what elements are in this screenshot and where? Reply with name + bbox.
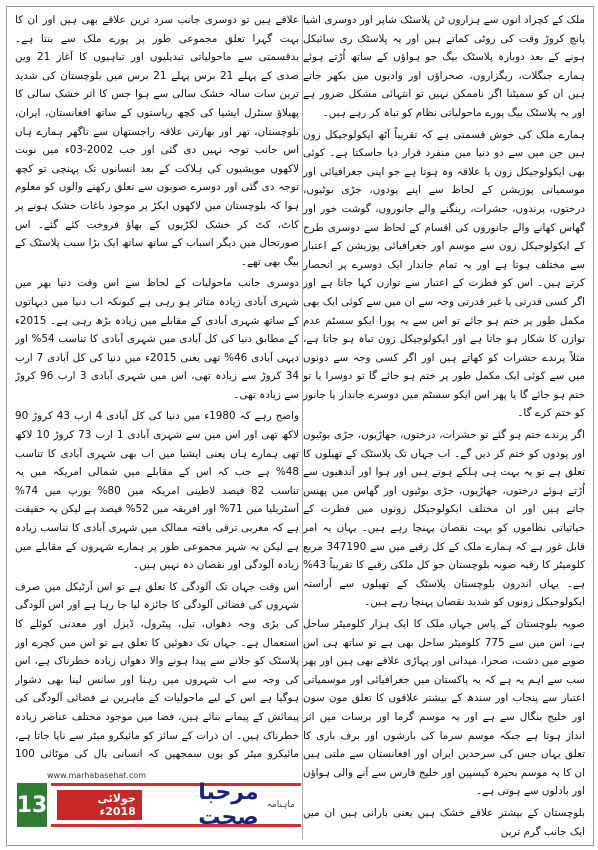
paragraph: دوسری جانب ماحولیات کے لحاظ سے اس وقت دنیا بھر میں شہری آبادی زیادہ متاثر ہو رہی ہے کیونکہ اب دنیا میں دیہاتوں کے ساتھ شہری آبادی کے مقابلے میں زیادہ بڑھ رہی ہے۔ 2015ء کے مطابق دنیا کی کل آبادی میں شہری آبادی کا تناسب 54% اور دیہی آبادی 46% تھی یعنی 2015ء میں دنیا کی کل آبادی 7 ارب 34 کروڑ سے زیادہ تھی، اس میں شہری آبادی 3 ارب 96 کروڑ سے زیادہ تھی۔ (15, 277, 299, 401)
paragraph: صوبہ بلوچستان کے پاس جہاں ملک کا ایک ہزار کلومیٹر ساحل ہے، اس میں سے 775 کلومیٹر ساحل بھی ہے تو ساتھ ہی اس صوبے میں دشت، صحرا، میدانی اور پہاڑی علاقے بھی ہیں اور پھر سب سے اہم یہ ہے کہ یہ پاکستان میں جغرافیائی اور موسمیاتی اعتبار سے پنجاب اور سندھ کے بیشتر علاقوں کا تعلق مون سون اور خلیج بنگال سے ہے اور یہ موسم گرما اور برسات میں اثر انداز ہوتا ہے جبکہ موسم سرما کی بارشوں اور برف باری کا تعلق یہاں جس کی سرحدیں ایران اور افغانستان سے ملتی ہیں ان کا یہ موسم بحیرہ کیسپین اور خلیج فارس سے آنے والی ہواؤں اور بادلوں سے ہوتی ہے۔ (303, 618, 585, 798)
article-column-right (303, 11, 585, 839)
paragraph: بلوچستان کے بیشتر علاقے خشک ہیں یعنی بارانی ہیں ان میں ایک جانب گرم ترین (303, 806, 585, 838)
paragraph: ملک کے کچراد انوں سے ہزاروں ٹن پلاسٹک شاپر اور دوسری اشیا پانچ کروڑ وقت کی روٹی کماتے ہیں اور یہ پلاسٹک ری سائیکل ہونے کے بعد دوبارہ پلاسٹک بیگ جو ہواؤں کے ساتھ اُڑتے ہوئے ہمارے جنگلات، ریگزاروں، صحراؤں اور وادیوں میں بکھر جاتے ہیں ان کو سمیٹنا اگر ناممکن نہیں تو انتہائی مشکل ضرور ہے اور یہ پلاسٹک بیگ پورے ماحولیاتی نظام کو تباہ کر رہے ہیں۔ (303, 14, 585, 119)
paragraph: واضح رہے کہ 1980ء میں دنیا کی کل آبادی 4 ارب 43 کروڑ 90 لاکھ تھی اور اس میں سے شہری آبادی 1 ارب 73 کروڑ 10 لاکھ تھی ہمارے ہاں یعنی ایشیا میں اب بھی شہری آبادی کا تناسب 48% ہے جب کہ اس کے مقابلے میں شمالی امریکہ میں یہ تناسب 82 فیصد لاطینی امریکہ میں 80% یورپ میں 74% آسٹریلیا میں 71% اور افریقہ میں 52% فیصد ہے لیکن یہ حقیقت ہے کہ مغربی ترقی یافتہ ممالک میں شہری آبادی کا تناسب زیادہ ہے لیکن یہ شہر مجموعی طور پر ہمارے شہروں کے مقابلے میں زیادہ آلودگی اور نقصان دہ نہیں ہیں۔ (15, 410, 299, 572)
issue-date: جولائی 2018ء (57, 790, 142, 820)
magazine-name: مرحبا صحت (198, 780, 259, 830)
paragraph: علاقے ہیں تو دوسری جانب سرد ترین علاقے بھی ہیں اور ان کا بہت گہرا تعلق مجموعی طور پر پورے ملک سے بنتا ہے۔ بدقسمتی سے ماحولیاتی تبدیلیوں اور تباہیوں کا آغاز 21 ویں صدی کے پہلے 21 برس پہلے 21 برس میں بلوچستان کی شدید ترین سات سالہ خشک سالی سے ہوا جس کا اثر خشک سالی کا پھیلاؤ سنٹرل ایشیا کی کچھ ریاستوں کے ساتھ افغانستان، ایران، بلوچستان، تھر اور بھارتی علاقہ راجستھان سے تاگھر ہمارے ہاں اس جانب توجہ نہیں دی گئی اور جب 2002-03ء میں نوبت لاکھوں مویشیوں کی ہلاکت کے بعد انسانوں تک پہنچی تو کچھ توجہ دی گئی اور دوسرے صوبوں سے تعلق رکھنے والوں کو معلوم ہوا کہ بلوچستان میں لاکھوں ایکڑ پر موجود باغات خشک ہونے پر کاٹ، کٹ کر خشک لکڑیوں کے بھاؤ فروخت کئے گئے۔ اس صورتحال میں دیگر اسباب کے ساتھ ساتھ ایک بڑا سبب پلاسٹک کے بیگ بھی تھے۔ (15, 14, 299, 268)
magazine-label: ماہنامہ (266, 800, 295, 810)
page-footer (17, 771, 309, 835)
magazine-page (6, 6, 594, 846)
magazine-masthead (51, 780, 301, 830)
article-column-left (15, 11, 299, 767)
page-number: 13 (17, 783, 47, 827)
column-divider (302, 15, 303, 839)
paragraph: اس وقت جہاں تک آلودگی کا تعلق ہے تو اس آرٹیکل میں صرف شہروں کی فضائی آلودگی کا جائزہ لیا جا رہا ہے اور اس آلودگی کی بڑی وجہ دھواں، تیل، پیٹرول، ڈیزل اور معدنی کوئلے کا استعمال ہے۔ جہاں تک دھوئیں کا تعلق ہے تو اس میں کچرے اور پلاسٹک کو جلانے سے پیدا ہونے والا دھواں زیادہ خطرناک ہے، اس کی وجہ سے اب شہروں میں رہنا اور سانس لینا بھی دشوار ہوگیا ہے اس کے لیے ماحولیات کے ماہرین نے فضائی آلودگی کی پیمائش کے پیمانے بنائے ہیں، فضا میں موجود مختلف عناصر زیادہ خطرناک ہیں۔ ان ذرات کے سائز کو مائیکرو میٹر سے ناپا جاتا ہے، مائیکرو میٹر کو یوں سمجھیں کہ انسانی بال کی موٹائی 100 (15, 580, 299, 761)
paragraph: ہمارے ملک کی خوش قسمتی ہے کہ تقریباً آٹھ ایکولوجیکل زون ہیں جن میں سے دو دنیا میں منفرد قرار دیا جاسکتا ہے۔ کوئی بھی ایکولوجیکل زون یا علاقہ وہ ہوتا ہے جو اپنی جغرافیائی اور موسمیاتی پوزیشن کے لحاظ سے اپنے پودوں، جڑی بوٹیوں، درختوں، پرندوں، حشرات، رینگنے والے جانوروں، گوشت خور اور گھاس کھانے والے جانوروں کی اقسام کے لحاظ سے دوسری طرح کے ایکولوجیکل زون سے موسم اور جغرافیائی پوزیشن کے اعتبار سے مختلف ہوتا ہے اور یہ تمام جاندار ایک دوسرے پر انحصار کرتے ہیں۔ اس کو فطرت کے اعتبار سے توازن کہا جاتا ہے اور اگر کسی قدرتی یا غیر قدرتی وجہ سے ان میں سے کوئی ایک بھی مکمل طور پر ختم ہو جائے تو اس سے یہ پورا ایکو سسٹم عدم توازن کا شکار ہو جاتا ہے اور ایکولوجیکل زون تباہ ہو جاتا ہے، مثلاً پرندے حشرات کو کھاتے ہیں اور اگر کسی وجہ سے دونوں میں سے کوئی ایک مکمل طور پر ختم ہو جائے گا تو دوسرا یا تو ختم ہو جائے گا یا پھر اس ایکو سسٹم میں دوسرے جاندار یا جانور کو ختم کرے گا۔ (303, 128, 585, 420)
website-url: www.marhabasehat.com (47, 771, 147, 780)
paragraph: اگر پرندے ختم ہو گئے تو حشرات، درختوں، جھاڑیوں، جڑی بوٹیوں اور پودوں کو ختم کر دیں گے۔ اب جہاں تک پلاسٹک کے تھیلوں کا تعلق ہے تو یہ بہت ہی ہلکے ہوتے ہیں اور ہوا اور آندھیوں سے اُڑتے ہوئے درختوں، جھاڑیوں، جڑی بوٹیوں اور گھاس میں پھنس جاتے ہیں اور ان مختلف ایکولوجیکل زونوں میں فطرت کے حیاتیاتی نظاموں کو بہت نقصان پہنچا رہے ہیں۔ یہاں یہ امر قابل غور ہے کہ ہمارے ملک کے کل رقبے میں سے 347190 مربع کلومیٹر کا رقبہ صوبہ بلوچستان جو کل ملکی رقبے کا تقریباً 43% ہے۔ یہاں اندرون بلوچستان پلاسٹک کے تھیلوں سے آراستہ ایکولوجیکل زونوں کو شدید نقصان پہنچا رہے ہیں۔ (303, 429, 585, 609)
magazine-title-group (142, 780, 295, 830)
